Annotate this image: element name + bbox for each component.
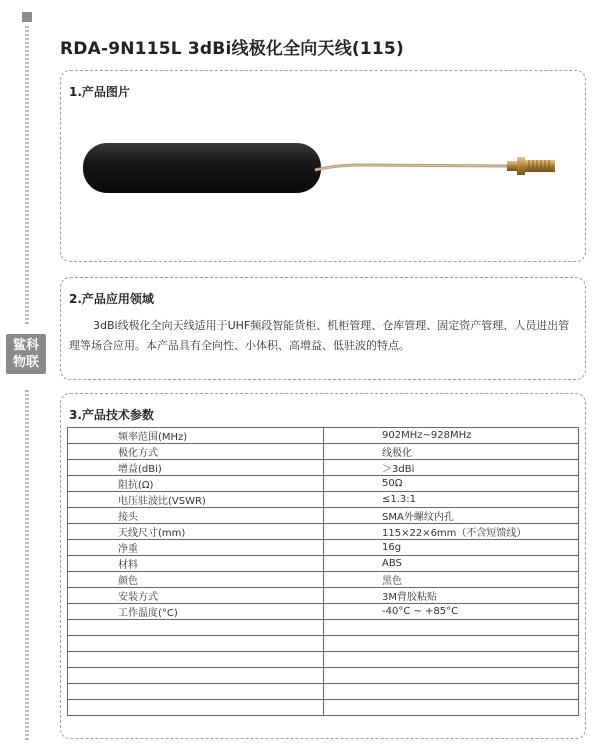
product-image-section: [60, 70, 586, 262]
spec-key: [68, 668, 324, 684]
spec-key: 净重: [68, 540, 324, 556]
spec-key: 工作温度(°C): [68, 604, 324, 620]
spec-key: 增益(dBi): [68, 460, 324, 476]
spec-key: 极化方式: [68, 444, 324, 460]
side-square-marker: [22, 12, 32, 22]
side-dotted-line-top: [25, 26, 29, 326]
spec-key: 颜色: [68, 572, 324, 588]
spec-row: [68, 636, 579, 652]
specs-section: [60, 393, 586, 739]
section-title-application: 2.产品应用领域: [69, 292, 154, 306]
spec-row: [68, 620, 579, 636]
spec-key: [68, 684, 324, 700]
spec-row: [68, 572, 579, 588]
spec-row: [68, 428, 579, 444]
spec-key: 接头: [68, 508, 324, 524]
application-section: [60, 277, 586, 380]
spec-row: [68, 588, 579, 604]
spec-row: [68, 444, 579, 460]
spec-row: [68, 652, 579, 668]
spec-key: 电压驻波比(VSWR): [68, 492, 324, 508]
spec-value: [324, 652, 579, 668]
spec-row: [68, 684, 579, 700]
spec-row: [68, 508, 579, 524]
spec-row: [68, 700, 579, 716]
spec-key: 频率范围(MHz): [68, 428, 324, 444]
spec-row: [68, 492, 579, 508]
spec-value: -40°C ~ +85°C: [324, 604, 579, 620]
antenna-product-image: [79, 135, 569, 195]
spec-row: [68, 540, 579, 556]
page-title: RDA-9N115L 3dBi线极化全向天线(115): [60, 39, 404, 59]
spec-value: 115×22×6mm（不含短馈线）: [324, 524, 579, 540]
brand-logo: [6, 334, 46, 374]
spec-value: [324, 620, 579, 636]
spec-key: 天线尺寸(mm): [68, 524, 324, 540]
section-title-image: 1.产品图片: [69, 85, 130, 99]
spec-key: [68, 620, 324, 636]
spec-row: [68, 668, 579, 684]
spec-value: [324, 684, 579, 700]
side-dotted-line-bottom: [25, 390, 29, 740]
spec-value: ≤1.3:1: [324, 492, 579, 508]
spec-table: [67, 427, 579, 716]
spec-key: [68, 636, 324, 652]
spec-row: [68, 460, 579, 476]
spec-value: 902MHz~928MHz: [324, 428, 579, 444]
spec-value: [324, 700, 579, 716]
brand-logo-line2: 物联: [12, 355, 39, 370]
spec-value: 16g: [324, 540, 579, 556]
spec-row: [68, 476, 579, 492]
spec-row: [68, 556, 579, 572]
spec-value: ＞3dBi: [324, 460, 579, 476]
spec-key: 材料: [68, 556, 324, 572]
spec-key: 安装方式: [68, 588, 324, 604]
spec-value: 黑色: [324, 572, 579, 588]
spec-value: ABS: [324, 556, 579, 572]
application-description: 3dBi线极化全向天线适用于UHF频段智能货柜、机柜管理、仓库管理、固定资产管理、人员进出管理等场合应用。本产品具有全向性、小体积、高增益、低驻波的特点。: [69, 319, 570, 352]
section-title-specs: 3.产品技术参数: [69, 408, 154, 422]
spec-row: [68, 524, 579, 540]
spec-key: [68, 652, 324, 668]
spec-value: [324, 636, 579, 652]
spec-key: 阻抗(Ω): [68, 476, 324, 492]
spec-value: 线极化: [324, 444, 579, 460]
brand-logo-line1: 鲨科: [12, 338, 39, 353]
spec-value: 50Ω: [324, 476, 579, 492]
spec-value: 3M背胶粘贴: [324, 588, 579, 604]
spec-value: [324, 668, 579, 684]
spec-key: [68, 700, 324, 716]
spec-value: SMA外螺纹内孔: [324, 508, 579, 524]
side-decoration: [22, 12, 32, 740]
spec-row: [68, 604, 579, 620]
